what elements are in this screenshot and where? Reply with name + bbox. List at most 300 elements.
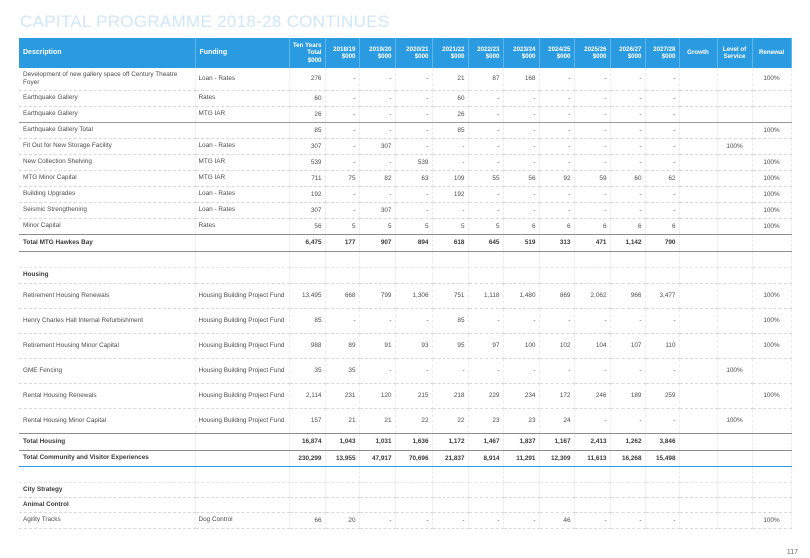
cell-fy-2021-22: - xyxy=(432,512,468,528)
cell-fy-2021-22 xyxy=(432,497,468,512)
cell-ten-year-total: 157 xyxy=(289,408,325,433)
header-fy-2019-20: 2019/20 $000 xyxy=(359,38,395,68)
cell-fy-2019-20 xyxy=(359,251,395,267)
cell-level-of-service xyxy=(717,512,752,528)
cell-fy-2019-20: 91 xyxy=(359,333,395,358)
cell-fy-2019-20: 82 xyxy=(359,170,395,186)
cell-fy-2023-24 xyxy=(503,497,539,512)
cell-fy-2022-23 xyxy=(468,466,503,482)
cell-fy-2026-27: - xyxy=(610,138,645,154)
cell-description: Henry Charles Hall Internal Refurbishment xyxy=(19,308,195,333)
cell-fy-2020-21 xyxy=(395,497,432,512)
cell-fy-2026-27: - xyxy=(610,358,645,383)
cell-level-of-service: 100% xyxy=(717,408,752,433)
cell-growth xyxy=(679,482,717,497)
cell-funding: MTG IAR xyxy=(195,170,289,186)
cell-fy-2018-19: 1,043 xyxy=(325,433,359,450)
cell-fy-2018-19: - xyxy=(325,90,359,106)
cell-fy-2019-20 xyxy=(359,466,395,482)
cell-renewal xyxy=(752,433,791,450)
cell-fy-2026-27 xyxy=(610,497,645,512)
cell-renewal: 100% xyxy=(752,383,791,408)
cell-fy-2022-23 xyxy=(468,251,503,267)
cell-fy-2026-27: 966 xyxy=(610,283,645,308)
cell-level-of-service xyxy=(717,122,752,138)
cell-ten-year-total: 988 xyxy=(289,333,325,358)
cell-fy-2018-19 xyxy=(325,482,359,497)
table-row xyxy=(19,68,791,90)
cell-level-of-service xyxy=(717,383,752,408)
table-row xyxy=(19,170,791,186)
cell-fy-2025-26: - xyxy=(574,408,610,433)
cell-growth xyxy=(679,450,717,466)
cell-fy-2027-28: 6 xyxy=(645,218,679,234)
cell-fy-2021-22 xyxy=(432,251,468,267)
cell-fy-2025-26: - xyxy=(574,308,610,333)
cell-fy-2026-27: 16,268 xyxy=(610,450,645,466)
cell-description: Housing xyxy=(19,267,195,283)
cell-fy-2022-23: 8,914 xyxy=(468,450,503,466)
cell-funding: Rates xyxy=(195,90,289,106)
cell-fy-2025-26: 6 xyxy=(574,218,610,234)
cell-growth xyxy=(679,122,717,138)
cell-fy-2022-23: - xyxy=(468,512,503,528)
cell-fy-2023-24: 168 xyxy=(503,68,539,90)
cell-fy-2026-27: - xyxy=(610,122,645,138)
cell-fy-2020-21 xyxy=(395,251,432,267)
cell-fy-2019-20: 907 xyxy=(359,234,395,251)
cell-growth xyxy=(679,512,717,528)
cell-fy-2021-22: 751 xyxy=(432,283,468,308)
cell-fy-2021-22: 5 xyxy=(432,218,468,234)
cell-fy-2027-28: 259 xyxy=(645,383,679,408)
cell-fy-2020-21: 22 xyxy=(395,408,432,433)
cell-fy-2019-20: - xyxy=(359,68,395,90)
cell-fy-2023-24: 100 xyxy=(503,333,539,358)
cell-fy-2022-23: 97 xyxy=(468,333,503,358)
cell-fy-2027-28: 62 xyxy=(645,170,679,186)
table-body xyxy=(19,68,791,528)
cell-growth xyxy=(679,154,717,170)
table-row xyxy=(19,283,791,308)
cell-fy-2027-28 xyxy=(645,267,679,283)
cell-fy-2018-19 xyxy=(325,466,359,482)
cell-fy-2018-19: - xyxy=(325,202,359,218)
cell-growth xyxy=(679,383,717,408)
cell-fy-2024-25: 869 xyxy=(539,283,574,308)
cell-fy-2026-27: - xyxy=(610,512,645,528)
cell-growth xyxy=(679,267,717,283)
cell-fy-2025-26: - xyxy=(574,512,610,528)
cell-fy-2027-28: - xyxy=(645,408,679,433)
cell-level-of-service xyxy=(717,308,752,333)
cell-fy-2023-24 xyxy=(503,267,539,283)
cell-level-of-service: 100% xyxy=(717,138,752,154)
cell-fy-2025-26: - xyxy=(574,186,610,202)
header-fy-2023-24: 2023/24 $000 xyxy=(503,38,539,68)
cell-fy-2024-25: - xyxy=(539,202,574,218)
cell-fy-2024-25: - xyxy=(539,186,574,202)
cell-growth xyxy=(679,234,717,251)
cell-renewal: 100% xyxy=(752,170,791,186)
cell-fy-2020-21 xyxy=(395,267,432,283)
cell-fy-2021-22: - xyxy=(432,154,468,170)
cell-fy-2021-22: 60 xyxy=(432,90,468,106)
cell-growth xyxy=(679,308,717,333)
cell-fy-2021-22 xyxy=(432,466,468,482)
cell-fy-2024-25: - xyxy=(539,106,574,122)
cell-fy-2023-24: - xyxy=(503,512,539,528)
cell-fy-2027-28 xyxy=(645,466,679,482)
section-row xyxy=(19,267,791,283)
cell-fy-2026-27 xyxy=(610,482,645,497)
cell-level-of-service xyxy=(717,106,752,122)
cell-fy-2018-19 xyxy=(325,251,359,267)
cell-fy-2019-20: - xyxy=(359,308,395,333)
cell-fy-2020-21: - xyxy=(395,122,432,138)
cell-fy-2021-22 xyxy=(432,482,468,497)
cell-fy-2027-28: - xyxy=(645,122,679,138)
cell-fy-2026-27: - xyxy=(610,186,645,202)
cell-fy-2026-27: - xyxy=(610,106,645,122)
cell-fy-2019-20: 307 xyxy=(359,138,395,154)
cell-description: GME Fencing xyxy=(19,358,195,383)
cell-fy-2026-27: - xyxy=(610,308,645,333)
cell-ten-year-total: 85 xyxy=(289,308,325,333)
cell-fy-2023-24: 11,291 xyxy=(503,450,539,466)
cell-fy-2026-27: 1,142 xyxy=(610,234,645,251)
cell-fy-2020-21: - xyxy=(395,68,432,90)
cell-fy-2025-26: 246 xyxy=(574,383,610,408)
cell-funding xyxy=(195,251,289,267)
cell-fy-2027-28: - xyxy=(645,202,679,218)
cell-description: Seismic Strengthening xyxy=(19,202,195,218)
cell-description: Fit Out for New Storage Facility xyxy=(19,138,195,154)
cell-growth xyxy=(679,138,717,154)
cell-fy-2019-20: - xyxy=(359,90,395,106)
cell-growth xyxy=(679,466,717,482)
cell-fy-2021-22: 95 xyxy=(432,333,468,358)
cell-fy-2027-28: - xyxy=(645,138,679,154)
cell-fy-2023-24 xyxy=(503,251,539,267)
cell-fy-2023-24: 519 xyxy=(503,234,539,251)
table-row xyxy=(19,383,791,408)
cell-renewal: 100% xyxy=(752,154,791,170)
cell-fy-2018-19: 231 xyxy=(325,383,359,408)
section-row xyxy=(19,482,791,497)
cell-level-of-service xyxy=(717,333,752,358)
cell-fy-2025-26: - xyxy=(574,90,610,106)
header-funding: Funding xyxy=(195,38,289,68)
cell-renewal xyxy=(752,450,791,466)
cell-ten-year-total: 6,475 xyxy=(289,234,325,251)
header-fy-2024-25: 2024/25 $000 xyxy=(539,38,574,68)
cell-description: Total Housing xyxy=(19,433,195,450)
cell-growth xyxy=(679,408,717,433)
cell-level-of-service xyxy=(717,154,752,170)
cell-renewal: 100% xyxy=(752,186,791,202)
cell-ten-year-total: 539 xyxy=(289,154,325,170)
cell-fy-2022-23: 87 xyxy=(468,68,503,90)
cell-fy-2026-27: - xyxy=(610,202,645,218)
table-row xyxy=(19,333,791,358)
cell-growth xyxy=(679,106,717,122)
cell-fy-2027-28: 3,477 xyxy=(645,283,679,308)
cell-fy-2026-27: 60 xyxy=(610,170,645,186)
cell-fy-2024-25 xyxy=(539,251,574,267)
section-row xyxy=(19,497,791,512)
cell-fy-2021-22: 1,172 xyxy=(432,433,468,450)
cell-fy-2025-26: 104 xyxy=(574,333,610,358)
cell-level-of-service xyxy=(717,202,752,218)
cell-fy-2019-20: 1,031 xyxy=(359,433,395,450)
cell-description: Development of new gallery space off Century Theatre Foyer xyxy=(19,68,195,90)
cell-fy-2027-28 xyxy=(645,251,679,267)
cell-fy-2023-24: - xyxy=(503,122,539,138)
cell-fy-2025-26 xyxy=(574,251,610,267)
cell-fy-2018-19: - xyxy=(325,138,359,154)
cell-fy-2020-21: 63 xyxy=(395,170,432,186)
cell-fy-2022-23: - xyxy=(468,138,503,154)
cell-fy-2020-21 xyxy=(395,466,432,482)
cell-fy-2020-21: 5 xyxy=(395,218,432,234)
cell-renewal xyxy=(752,106,791,122)
cell-fy-2019-20 xyxy=(359,497,395,512)
cell-fy-2021-22: 218 xyxy=(432,383,468,408)
cell-ten-year-total: 85 xyxy=(289,122,325,138)
cell-renewal: 100% xyxy=(752,122,791,138)
cell-fy-2020-21: 539 xyxy=(395,154,432,170)
cell-fy-2020-21: - xyxy=(395,106,432,122)
cell-fy-2020-21: 93 xyxy=(395,333,432,358)
cell-funding xyxy=(195,450,289,466)
cell-fy-2026-27: 6 xyxy=(610,218,645,234)
cell-fy-2020-21: - xyxy=(395,512,432,528)
cell-fy-2024-25: 92 xyxy=(539,170,574,186)
cell-fy-2021-22: 85 xyxy=(432,308,468,333)
cell-funding: Rates xyxy=(195,218,289,234)
cell-level-of-service xyxy=(717,170,752,186)
cell-ten-year-total: 16,874 xyxy=(289,433,325,450)
cell-description: Building Upgrades xyxy=(19,186,195,202)
cell-description xyxy=(19,466,195,482)
table-row xyxy=(19,90,791,106)
cell-fy-2023-24: - xyxy=(503,154,539,170)
cell-fy-2021-22: 192 xyxy=(432,186,468,202)
cell-fy-2018-19: - xyxy=(325,308,359,333)
cell-fy-2025-26: - xyxy=(574,106,610,122)
cell-fy-2023-24: 56 xyxy=(503,170,539,186)
cell-fy-2020-21: - xyxy=(395,186,432,202)
cell-fy-2027-28: - xyxy=(645,186,679,202)
cell-fy-2020-21: 1,636 xyxy=(395,433,432,450)
cell-fy-2022-23 xyxy=(468,497,503,512)
cell-fy-2019-20: - xyxy=(359,186,395,202)
cell-fy-2018-19: 13,955 xyxy=(325,450,359,466)
cell-fy-2027-28: - xyxy=(645,154,679,170)
cell-fy-2022-23: 55 xyxy=(468,170,503,186)
cell-fy-2020-21 xyxy=(395,482,432,497)
cell-fy-2021-22: - xyxy=(432,138,468,154)
header-fy-2025-26: 2025/26 $000 xyxy=(574,38,610,68)
cell-fy-2018-19: 668 xyxy=(325,283,359,308)
cell-ten-year-total xyxy=(289,466,325,482)
table-row xyxy=(19,154,791,170)
cell-description: Earthquake Gallery Total xyxy=(19,122,195,138)
cell-renewal: 100% xyxy=(752,283,791,308)
cell-growth xyxy=(679,170,717,186)
cell-description: Animal Control xyxy=(19,497,195,512)
cell-fy-2024-25: 24 xyxy=(539,408,574,433)
cell-fy-2022-23: - xyxy=(468,90,503,106)
cell-fy-2019-20: - xyxy=(359,512,395,528)
cell-renewal: 100% xyxy=(752,308,791,333)
header-fy-2021-22: 2021/22 $000 xyxy=(432,38,468,68)
cell-fy-2024-25: 1,167 xyxy=(539,433,574,450)
cell-fy-2022-23 xyxy=(468,267,503,283)
cell-fy-2021-22: 21 xyxy=(432,68,468,90)
cell-level-of-service: 100% xyxy=(717,358,752,383)
cell-fy-2023-24: 23 xyxy=(503,408,539,433)
cell-level-of-service xyxy=(717,251,752,267)
cell-fy-2027-28: - xyxy=(645,512,679,528)
cell-fy-2022-23: - xyxy=(468,358,503,383)
cell-fy-2018-19 xyxy=(325,267,359,283)
cell-description: MTG Minor Capital xyxy=(19,170,195,186)
cell-fy-2023-24: - xyxy=(503,90,539,106)
cell-fy-2026-27: - xyxy=(610,90,645,106)
cell-fy-2018-19: - xyxy=(325,122,359,138)
cell-fy-2025-26: - xyxy=(574,358,610,383)
cell-funding: Housing Building Project Fund xyxy=(195,408,289,433)
cell-fy-2018-19: 20 xyxy=(325,512,359,528)
cell-description: New Collection Shelving xyxy=(19,154,195,170)
cell-funding xyxy=(195,497,289,512)
cell-fy-2026-27 xyxy=(610,251,645,267)
cell-fy-2019-20: - xyxy=(359,154,395,170)
cell-fy-2027-28 xyxy=(645,482,679,497)
cell-fy-2025-26: 59 xyxy=(574,170,610,186)
cell-fy-2019-20 xyxy=(359,267,395,283)
cell-fy-2023-24: - xyxy=(503,106,539,122)
cell-fy-2024-25: 6 xyxy=(539,218,574,234)
cell-funding: Dog Control xyxy=(195,512,289,528)
cell-fy-2023-24: 1,837 xyxy=(503,433,539,450)
cell-ten-year-total: 307 xyxy=(289,202,325,218)
subtotal-row xyxy=(19,122,791,138)
header-growth: Growth xyxy=(679,38,717,68)
cell-level-of-service xyxy=(717,68,752,90)
cell-fy-2019-20: 21 xyxy=(359,408,395,433)
page-title: CAPITAL PROGRAMME 2018-28 CONTINUES xyxy=(20,12,390,31)
cell-renewal xyxy=(752,90,791,106)
page-number: 117 xyxy=(786,549,798,556)
cell-fy-2021-22: 21,837 xyxy=(432,450,468,466)
cell-fy-2024-25: 12,309 xyxy=(539,450,574,466)
cell-funding: Housing Building Project Fund xyxy=(195,333,289,358)
cell-fy-2020-21: - xyxy=(395,358,432,383)
table-row xyxy=(19,202,791,218)
header-ten-year-total: Ten Years Total $000 xyxy=(289,38,325,68)
cell-fy-2027-28: - xyxy=(645,68,679,90)
cell-fy-2022-23: - xyxy=(468,186,503,202)
cell-fy-2018-19: 89 xyxy=(325,333,359,358)
cell-level-of-service xyxy=(717,186,752,202)
cell-fy-2021-22: 22 xyxy=(432,408,468,433)
table-row xyxy=(19,358,791,383)
cell-fy-2024-25: 46 xyxy=(539,512,574,528)
cell-growth xyxy=(679,358,717,383)
cell-funding xyxy=(195,466,289,482)
cell-level-of-service xyxy=(717,466,752,482)
cell-level-of-service xyxy=(717,90,752,106)
grand-row xyxy=(19,450,791,466)
cell-fy-2025-26: 11,613 xyxy=(574,450,610,466)
cell-funding: Loan - Rates xyxy=(195,186,289,202)
cell-ten-year-total: 60 xyxy=(289,90,325,106)
cell-fy-2019-20 xyxy=(359,482,395,497)
header-fy-2027-28: 2027/28 $000 xyxy=(645,38,679,68)
cell-funding xyxy=(195,433,289,450)
cell-fy-2023-24: - xyxy=(503,202,539,218)
cell-fy-2018-19: 177 xyxy=(325,234,359,251)
cell-funding xyxy=(195,234,289,251)
cell-ten-year-total: 35 xyxy=(289,358,325,383)
cell-fy-2020-21: - xyxy=(395,308,432,333)
cell-level-of-service xyxy=(717,497,752,512)
cell-fy-2018-19: 35 xyxy=(325,358,359,383)
cell-renewal xyxy=(752,138,791,154)
cell-funding: Loan - Rates xyxy=(195,138,289,154)
header-fy-2018-19: 2018/19 $000 xyxy=(325,38,359,68)
cell-fy-2024-25: - xyxy=(539,90,574,106)
cell-fy-2024-25: - xyxy=(539,358,574,383)
cell-funding: MTG IAR xyxy=(195,154,289,170)
cell-description: Earthquake Gallery xyxy=(19,106,195,122)
cell-fy-2021-22: 85 xyxy=(432,122,468,138)
cell-fy-2021-22: 109 xyxy=(432,170,468,186)
cell-funding: Loan - Rates xyxy=(195,202,289,218)
cell-fy-2022-23: - xyxy=(468,308,503,333)
cell-fy-2018-19: - xyxy=(325,106,359,122)
cell-fy-2025-26: 2,413 xyxy=(574,433,610,450)
cell-fy-2019-20: 5 xyxy=(359,218,395,234)
cell-fy-2019-20: - xyxy=(359,358,395,383)
cell-renewal: 100% xyxy=(752,202,791,218)
cell-fy-2020-21: - xyxy=(395,90,432,106)
cell-renewal: 100% xyxy=(752,218,791,234)
cell-level-of-service xyxy=(717,450,752,466)
cell-ten-year-total: 711 xyxy=(289,170,325,186)
header-fy-2020-21: 2020/21 $000 xyxy=(395,38,432,68)
cell-fy-2024-25: - xyxy=(539,308,574,333)
cell-description: Retirement Housing Renewals xyxy=(19,283,195,308)
cell-level-of-service xyxy=(717,433,752,450)
cell-fy-2022-23: 645 xyxy=(468,234,503,251)
cell-fy-2026-27 xyxy=(610,466,645,482)
total-row xyxy=(19,433,791,450)
cell-ten-year-total: 56 xyxy=(289,218,325,234)
cell-description: Earthquake Gallery xyxy=(19,90,195,106)
cell-fy-2022-23: - xyxy=(468,202,503,218)
cell-fy-2022-23: - xyxy=(468,154,503,170)
cell-fy-2025-26 xyxy=(574,466,610,482)
cell-fy-2019-20: - xyxy=(359,122,395,138)
cell-fy-2026-27: - xyxy=(610,68,645,90)
cell-fy-2024-25 xyxy=(539,466,574,482)
cell-fy-2022-23: - xyxy=(468,106,503,122)
cell-ten-year-total: 276 xyxy=(289,68,325,90)
